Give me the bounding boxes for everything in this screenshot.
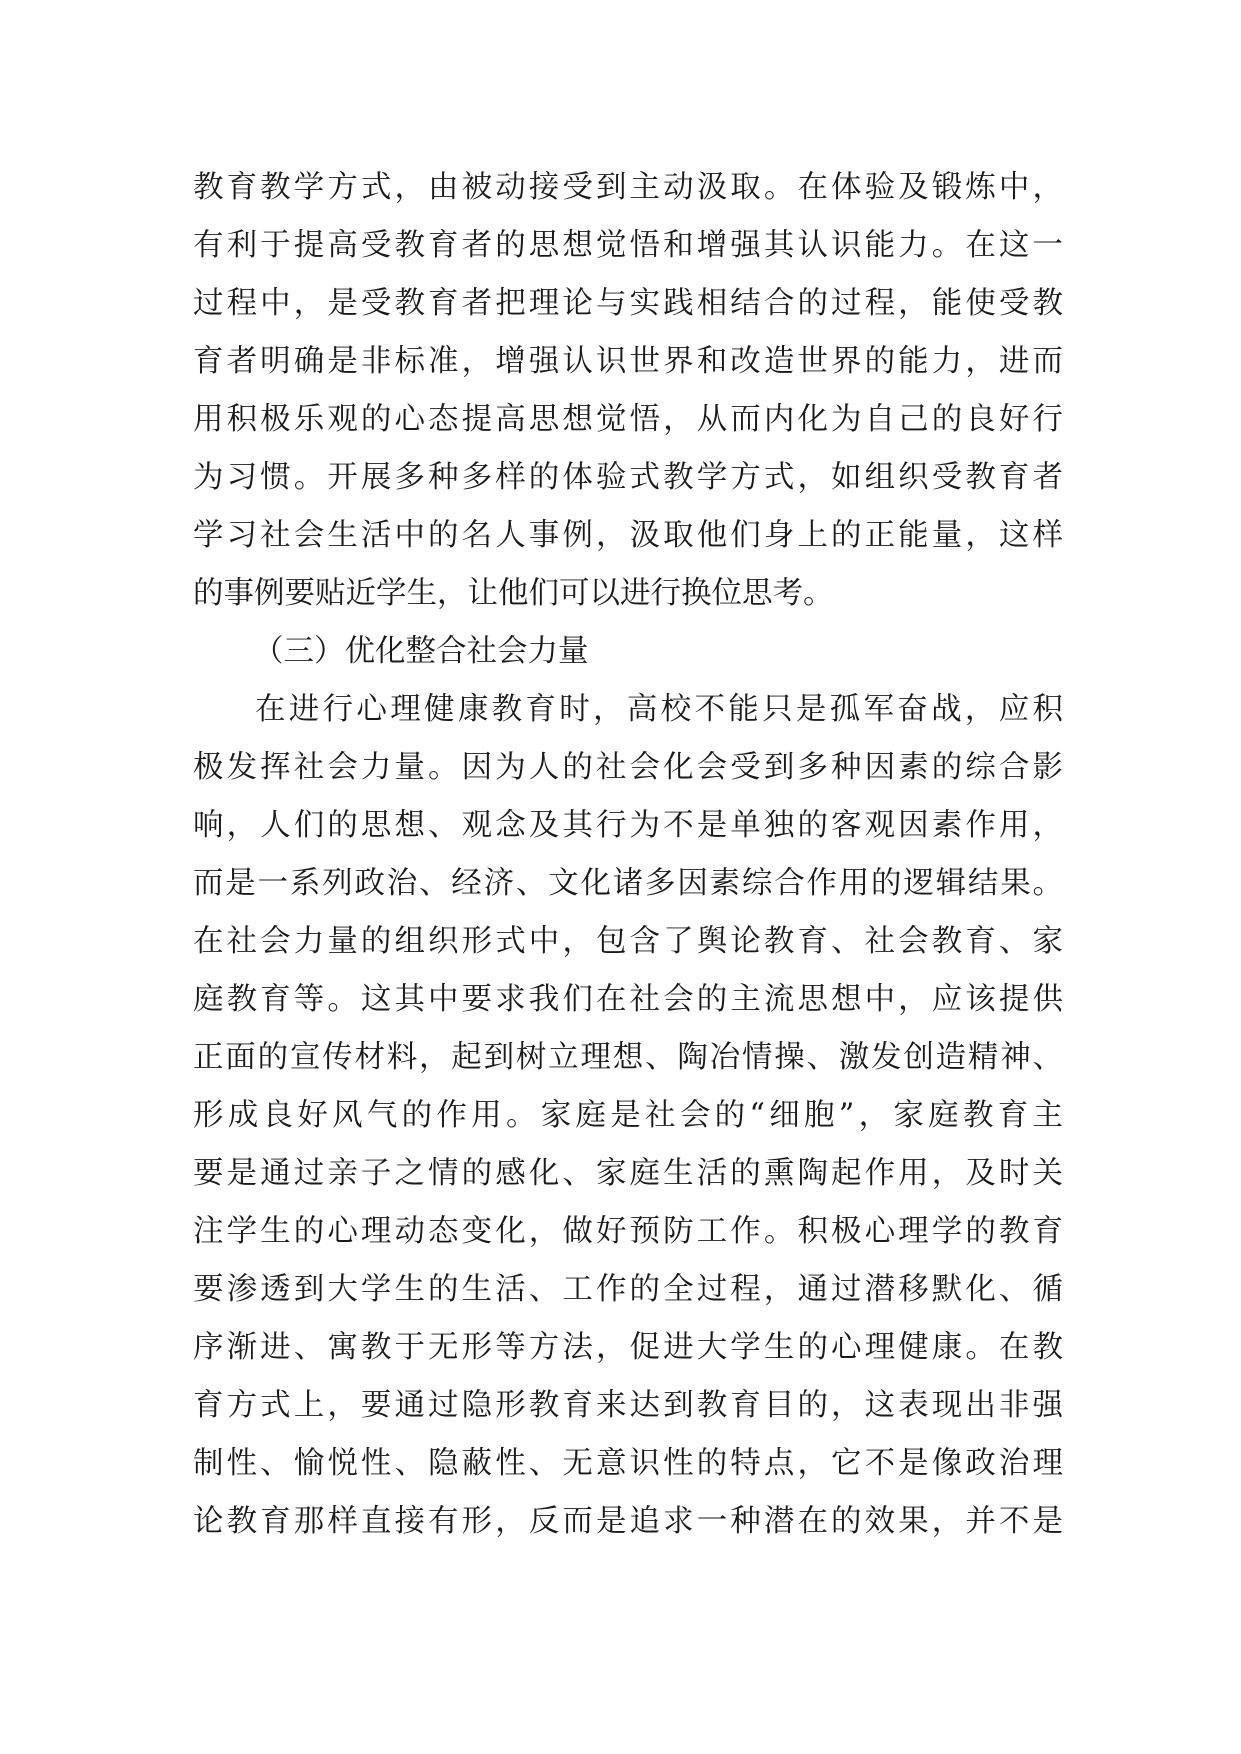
paragraph-line: 过程中，是受教育者把理论与实践相结合的过程，能使受教 xyxy=(193,286,1063,321)
paragraph-line: 制性、愉悦性、隐蔽性、无意识性的特点，它不是像政治理 xyxy=(193,1446,1063,1481)
paragraph-first-line: 在进行心理健康教育时，高校不能只是孤军奋战，应积 xyxy=(255,692,1063,727)
paragraph-line: 论教育那样直接有形，反而是追求一种潜在的效果，并不是 xyxy=(193,1504,1063,1539)
section-heading: （三）优化整合社会力量 xyxy=(253,634,589,669)
paragraph-line: 注学生的心理动态变化，做好预防工作。积极心理学的教育 xyxy=(193,1214,1063,1249)
paragraph-line: 庭教育等。这其中要求我们在社会的主流思想中，应该提供 xyxy=(193,982,1063,1017)
paragraph-line: 形成良好风气的作用。家庭是社会的“细胞”，家庭教育主 xyxy=(193,1098,1063,1133)
paragraph-line: 在社会力量的组织形式中，包含了舆论教育、社会教育、家 xyxy=(193,924,1063,959)
paragraph-line: 育者明确是非标准，增强认识世界和改造世界的能力，进而 xyxy=(193,344,1063,379)
paragraph-line: 正面的宣传材料，起到树立理想、陶冶情操、激发创造精神、 xyxy=(193,1040,1063,1075)
paragraph-line: 极发挥社会力量。因为人的社会化会受到多种因素的综合影 xyxy=(193,750,1063,785)
paragraph-line: 用积极乐观的心态提高思想觉悟，从而内化为自己的良好行 xyxy=(193,402,1063,437)
paragraph-line: 有利于提高受教育者的思想觉悟和增强其认识能力。在这一 xyxy=(193,228,1063,263)
paragraph-line: 为习惯。开展多种多样的体验式教学方式，如组织受教育者 xyxy=(193,460,1063,495)
paragraph-line: 学习社会生活中的名人事例，汲取他们身上的正能量，这样 xyxy=(193,518,1063,553)
paragraph-line: 的事例要贴近学生，让他们可以进行换位思考。 xyxy=(193,576,834,611)
paragraph-line: 教育教学方式，由被动接受到主动汲取。在体验及锻炼中， xyxy=(193,170,1063,205)
paragraph-line: 响，人们的思想、观念及其行为不是单独的客观因素作用， xyxy=(193,808,1063,843)
paragraph-line: 育方式上，要通过隐形教育来达到教育目的，这表现出非强 xyxy=(193,1388,1063,1423)
paragraph-line: 要渗透到大学生的生活、工作的全过程，通过潜移默化、循 xyxy=(193,1272,1063,1307)
paragraph-line: 序渐进、寓教于无形等方法，促进大学生的心理健康。在教 xyxy=(193,1330,1063,1365)
paragraph-line: 而是一系列政治、经济、文化诸多因素综合作用的逻辑结果。 xyxy=(193,866,1063,901)
paragraph-line: 要是通过亲子之情的感化、家庭生活的熏陶起作用，及时关 xyxy=(193,1156,1063,1191)
